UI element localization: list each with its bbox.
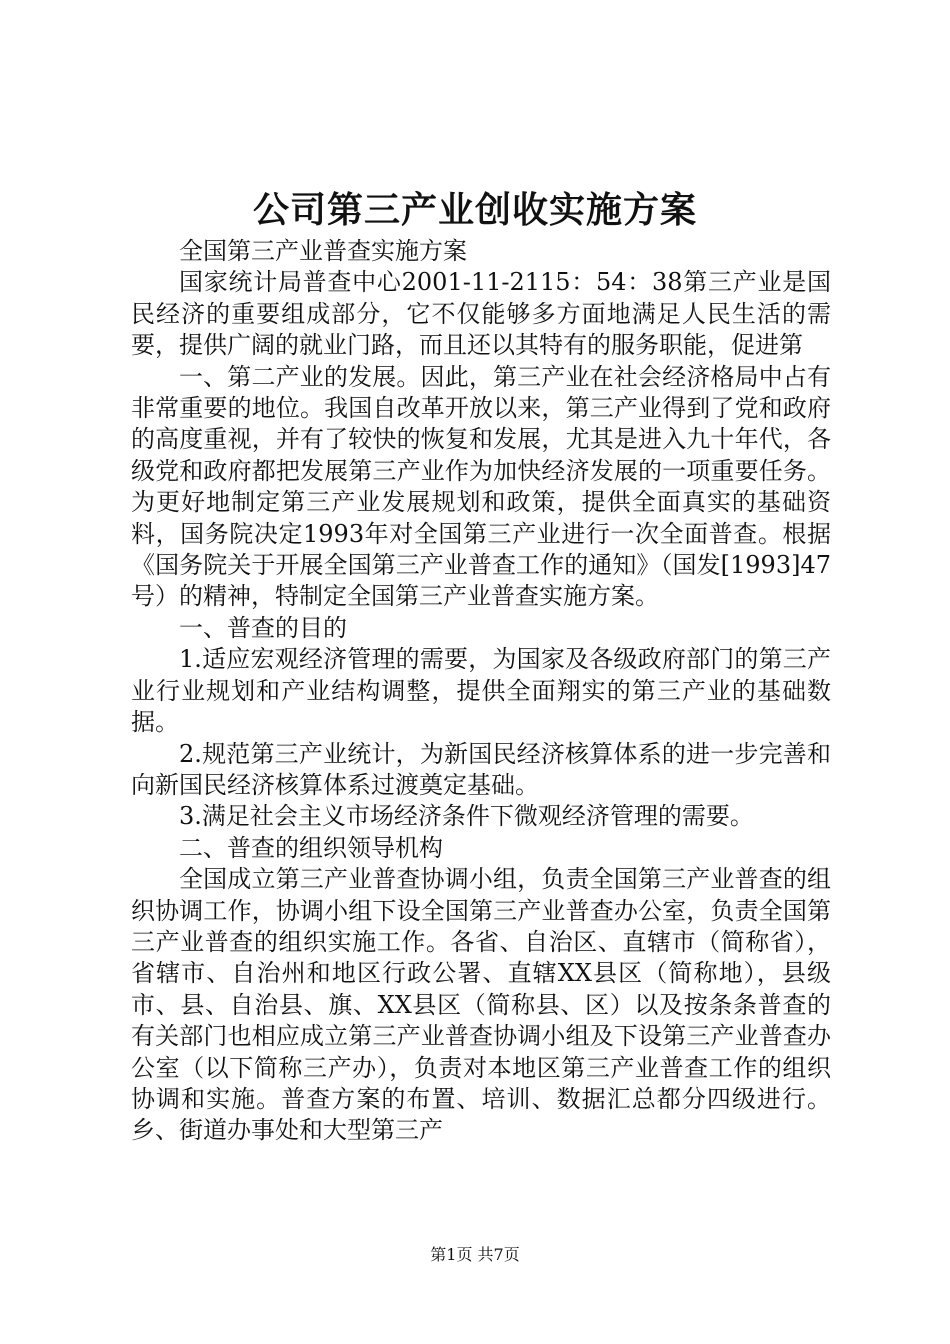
paragraph: 全国第三产业普查实施方案 — [179, 237, 467, 265]
document-title: 公司第三产业创收实施方案 — [252, 189, 697, 231]
paragraph: 一、普查的目的 — [179, 613, 347, 642]
paragraph: 1.适应宏观经济管理的需要，为国家及各级政府部门的第三产业行业规划和产业结构调整，提供全面翔实的第三产业的基础数据。 — [131, 645, 831, 737]
paragraph: 2.规范第三产业统计，为新国民经济核算体系的进一步完善和向新国民经济核算体系过渡奠定基础。 — [131, 739, 831, 799]
paragraph: 3.满足社会主义市场经济条件下微观经济管理的需要。 — [179, 802, 754, 831]
document-body — [131, 236, 831, 1147]
paragraph: 全国成立第三产业普查协调小组，负责全国第三产业普查的组织协调工作，协调小组下设全国第三产业普查办公室，负责全国第三产业普查的组织实施工作。各省、自治区、直辖市（简称省），省辖市、自治州和地区行政公署、直辖XX县区（简称地），县级市、县、自治县、旗、XX县区（简称县、区）以及按条条普查的有关部门也相应成立第三产业普查协调小组及下设第三产业普查办公室（以下简称三产办），负责对本地区第三产业普查工作的组织协调和实施。普查方案的布置、培训、数据汇总都分四级进行。乡、街道办事处和大型第三产 — [131, 865, 831, 1145]
paragraph: 二、普查的组织领导机构 — [179, 833, 443, 862]
paragraph: 国家统计局普查中心2001-11-2115：54：38第三产业是国民经济的重要组成部分，它不仅能够多方面地满足人民生活的需要，提供广阔的就业门路，而且还以其特有的服务职能，促进第 — [131, 268, 831, 360]
page-number: 第1页 共7页 — [430, 1245, 520, 1264]
paragraph: 一、第二产业的发展。因此，第三产业在社会经济格局中占有非常重要的地位。我国自改革开放以来，第三产业得到了党和政府的高度重视，并有了较快的恢复和发展，尤其是进入九十年代，各级党和政府都把发展第三产业作为加快经济发展的一项重要任务。为更好地制定第三产业发展规划和政策，提供全面真实的基础资料，国务院决定1993年对全国第三产业进行一次全面普查。根据《国务院关于开展全国第三产业普查工作的通知》（国发[1993]47号）的精神，特制定全国第三产业普查实施方案。 — [131, 362, 831, 611]
